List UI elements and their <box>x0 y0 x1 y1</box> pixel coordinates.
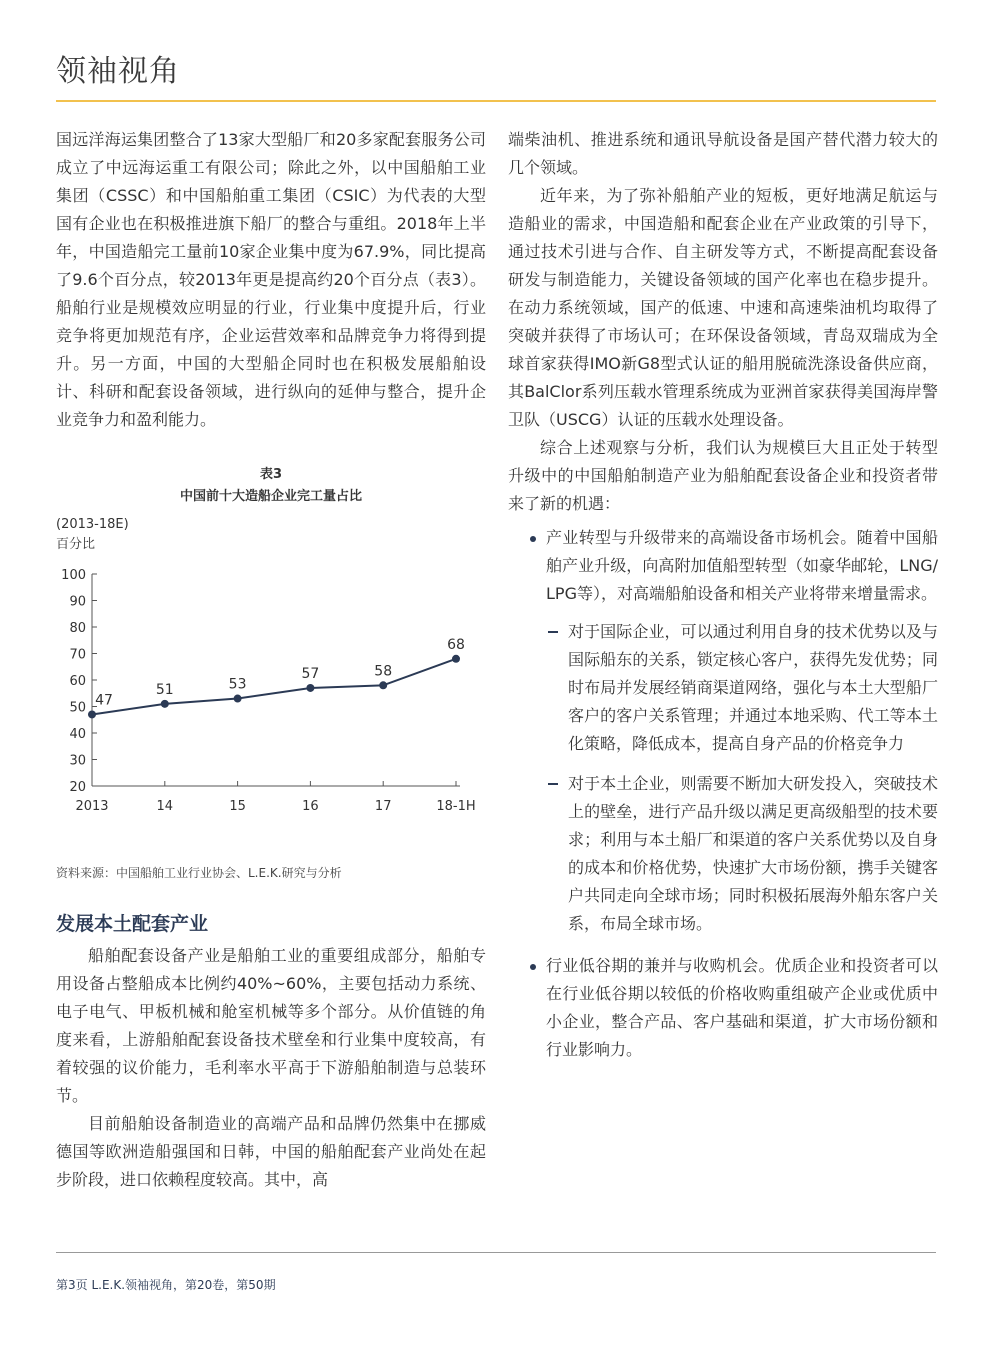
x-tick-label: 2013 <box>75 799 109 814</box>
sub-list <box>546 618 938 938</box>
chart-block <box>56 464 486 864</box>
data-label: 68 <box>447 636 465 653</box>
page-header-title: 领袖视角 <box>56 54 180 89</box>
x-tick-label: 18-1H <box>436 799 476 814</box>
chart-table-label: 表3 <box>259 467 283 482</box>
series-line <box>92 659 456 715</box>
sub-list-item: 对于本土企业，则需要不断加大研发投入，突破技术上的壁垒，进行产品升级以满足更高级船型的技术要求；利用与本土船厂和渠道的客户关系优势以及自身的成本和价格优势，快速扩大市场份额，携手关键客户共同走向全球市场；同时积极拓展海外船东客户关系，布局全球市场。 <box>546 770 938 938</box>
body-paragraph-1: 船舶配套设备产业是船舶工业的重要组成部分，船舶专用设备占整船成本比例约40%~60%，主要包括动力系统、电子电气、甲板机械和舱室机械等多个部分。从价值链的角度来看，上游船舶配套设备技术壁垒和行业集中度较高，有着较强的议价能力，毛利率水平高于下游船舶制造与总装环节。 <box>56 946 486 1105</box>
header-divider <box>56 100 936 102</box>
opportunity-list <box>508 524 938 1064</box>
x-tick-label: 16 <box>302 799 319 814</box>
y-axis-label: 百分比 <box>56 537 96 552</box>
y-tick-label: 20 <box>69 780 86 795</box>
data-point <box>452 655 460 663</box>
summary-paragraph: 综合上述观察与分析，我们认为规模巨大且正处于转型升级中的中国船舶制造产业为船舶配套设备企业和投资者带来了新的机遇： <box>508 438 938 513</box>
right-column <box>508 126 938 1078</box>
x-tick-label: 15 <box>229 799 246 814</box>
data-label: 47 <box>95 692 113 709</box>
list-item <box>508 952 938 1064</box>
bullet-text: 行业低谷期的兼并与收购机会。优质企业和投资者可以在行业低谷期以较低的价格收购重组破产企业或优质中小企业，整合产品、客户基础和渠道，扩大市场份额和行业影响力。 <box>546 956 938 1059</box>
y-tick-label: 70 <box>69 647 86 663</box>
intro-paragraph: 国远洋海运集团整合了13家大型船厂和20多家配套服务公司成立了中远海运重工有限公司；除此之外，以中国船舶工业集团（CSSC）和中国船舶重工集团（CSIC）为代表的大型国有企业也在积极推进旗下船厂的整合与重组。2018年上半年，中国造船完工量前10家企业集中度为67.9%，同比提高了9.6个百分点，较2013年更是提高约20个百分点（表3）。船舶行业是规模效应明显的行业，行业集中度提升后，行业竞争将更加规范有序，企业运营效率和品牌竞争力将得到提升。另一方面，中国的大型船企同时也在积极发展船舶设计、科研和配套设备领域，进行纵向的延伸与整合，提升企业竞争力和盈利能力。 <box>56 130 486 429</box>
data-point <box>379 681 387 689</box>
sub-list-item: 对于国际企业，可以通过利用自身的技术优势以及与国际船东的关系，锁定核心客户，获得先发优势；同时布局并发展经销商渠道网络，强化与本土大型船厂客户的客户关系管理；并通过本地采购、代工等本土化策略，降低成本，提高自身产品的价格竞争力 <box>546 618 938 758</box>
continued-paragraph: 端柴油机、推进系统和通讯导航设备是国产替代潜力较大的几个领域。 <box>508 130 938 177</box>
section-heading: 发展本土配套产业 <box>56 913 209 935</box>
x-tick-label: 14 <box>156 799 174 814</box>
data-point <box>306 684 314 692</box>
data-point <box>234 695 242 703</box>
chart-period-label: (2013-18E) <box>56 517 129 532</box>
y-tick-label: 90 <box>69 594 86 610</box>
list-item <box>508 524 938 938</box>
y-tick-label: 40 <box>69 727 86 742</box>
data-point <box>88 710 96 718</box>
x-tick-label: 17 <box>374 799 392 814</box>
body-paragraph-2: 目前船舶设备制造业的高端产品和品牌仍然集中在挪威德国等欧洲造船强国和日韩，中国的船舶配套产业尚处在起步阶段，进口依赖程度较高。其中，高 <box>56 1114 486 1189</box>
y-tick-label: 30 <box>69 753 86 769</box>
line-chart <box>56 516 486 816</box>
data-label: 58 <box>374 663 393 680</box>
data-label: 51 <box>155 681 174 698</box>
y-tick-label: 80 <box>69 621 86 636</box>
chart-source: 资料来源：中国船舶工业行业协会、L.E.K.研究与分析 <box>56 866 342 880</box>
footer-divider <box>56 1252 936 1253</box>
y-tick-label: 60 <box>69 674 86 689</box>
bullet-text: 产业转型与升级带来的高端设备市场机会。随着中国船舶产业升级，向高附加值船型转型（如豪华邮轮，LNG/LPG等），对高端船舶设备和相关产业将带来增量需求。 <box>546 528 938 603</box>
data-label: 53 <box>228 676 247 693</box>
data-label: 57 <box>301 665 320 682</box>
y-tick-label: 50 <box>69 700 86 716</box>
left-column <box>56 126 486 1194</box>
recent-years-paragraph: 近年来，为了弥补船舶产业的短板，更好地满足航运与造船业的需求，中国造船和配套企业在产业政策的引导下，通过技术引进与合作、自主研发等方式，不断提高配套设备研发与制造能力，关键设备领域的国产化率也在稳步提升。在动力系统领域，国产的低速、中速和高速柴油机均取得了突破并获得了市场认可；在环保设备领域，青岛双瑞成为全球首家获得IMO新G8型式认证的船用脱硫洗涤设备供应商，其BalClor系列压载水管理系统成为亚洲首家获得美国海岸警卫队（USCG）认证的压载水处理设备。 <box>508 186 938 429</box>
data-point <box>161 700 169 708</box>
y-tick-label: 100 <box>61 568 86 583</box>
chart-title: 中国前十大造船企业完工量占比 <box>179 489 362 504</box>
page-footer: 第3页 L.E.K.领袖视角，第20卷，第50期 <box>56 1278 276 1292</box>
